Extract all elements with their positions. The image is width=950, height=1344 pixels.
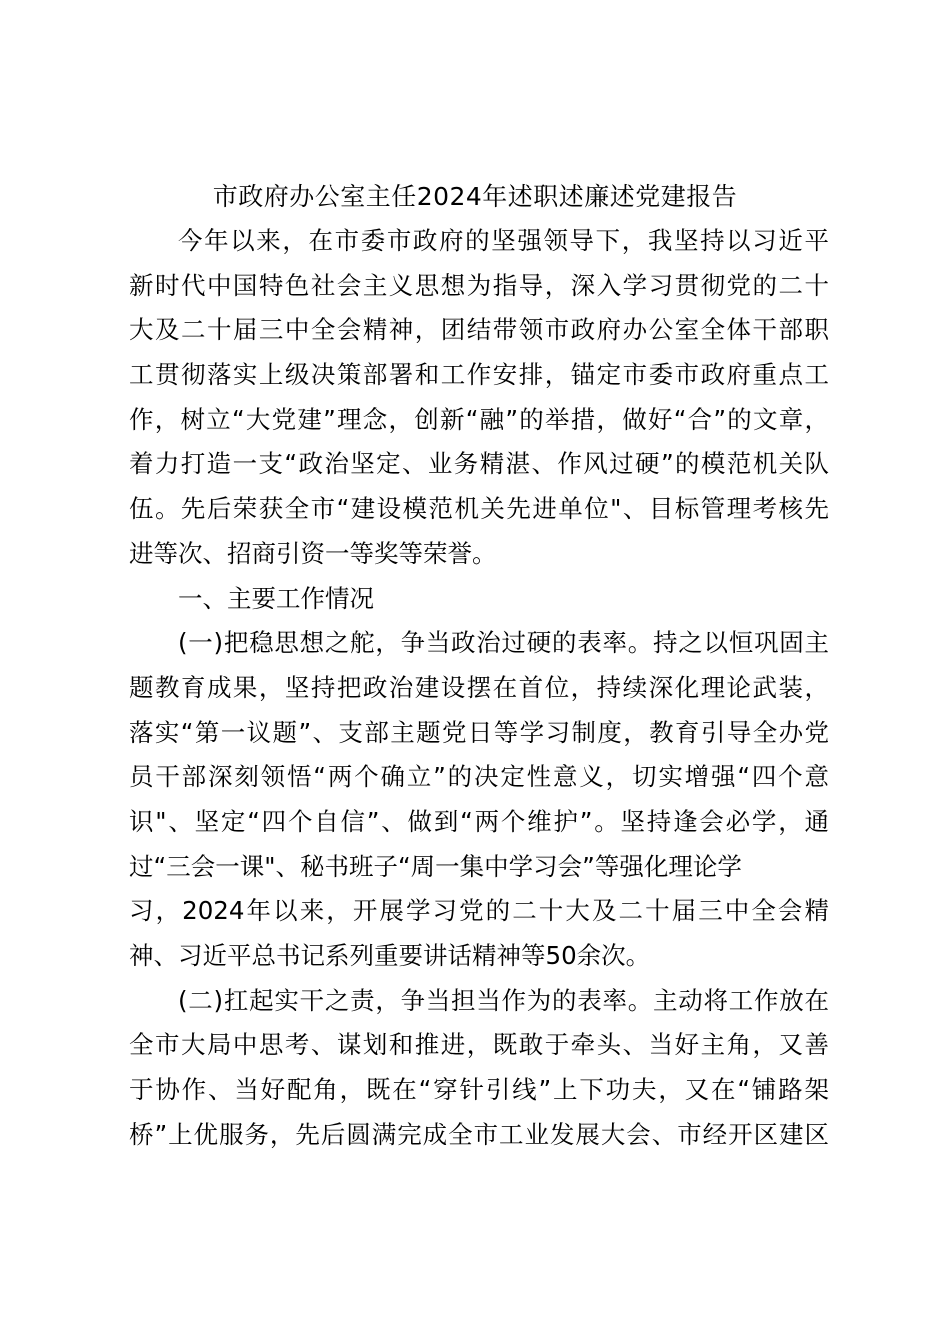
document-body (129, 219, 829, 1157)
paragraph-line: 员干部深刻领悟“两个确立”的决定性意义，切实增强“四个意 (129, 762, 829, 792)
paragraph-line: 作，树立“大党建”理念，创新“融”的举措，做好“合”的文章， (129, 404, 829, 434)
paragraph-line: 识"、坚定“四个自信”、做到“两个维护”。坚持逢会必学，通 (129, 806, 829, 836)
paragraph-line: 伍。先后荣获全市“建设模范机关先进单位"、目标管理考核先 (129, 494, 829, 524)
paragraph-line: 于协作、当好配角，既在“穿针引线”上下功夫，又在“铺路架 (129, 1075, 829, 1105)
paragraph-line: 过“三会一课"、秘书班子“周一集中学习会”等强化理论学 (129, 851, 742, 881)
paragraph-line: 工贯彻落实上级决策部署和工作安排，锚定市委市政府重点工 (129, 360, 829, 390)
paragraph-line: 今年以来，在市委市政府的坚强领导下，我坚持以习近平 (178, 226, 829, 255)
paragraph-line: 神、习近平总书记系列重要讲话精神等50余次。 (129, 941, 651, 970)
paragraph-line: 桥”上优服务，先后圆满完成全市工业发展大会、市经开区建区 (129, 1119, 829, 1149)
paragraph-line: 落实“第一议题”、支部主题党日等学习制度，教育引导全办党 (129, 717, 829, 747)
section-heading: 一、主要工作情况 (178, 583, 374, 613)
paragraph-line: 大及二十届三中全会精神，团结带领市政府办公室全体干部职 (129, 315, 829, 345)
paragraph-line: 全市大局中思考、谋划和推进，既敢于牵头、当好主角，又善 (129, 1030, 829, 1060)
paragraph-line: (二)扛起实干之责，争当担当作为的表率。主动将工作放在 (178, 985, 829, 1015)
paragraph-line: 新时代中国特色社会主义思想为指导，深入学习贯彻党的二十 (129, 270, 829, 300)
paragraph-line: 着力打造一支“政治坚定、业务精湛、作风过硬”的模范机关队 (129, 449, 829, 479)
paragraph-line: (一)把稳思想之舵，争当政治过硬的表率。持之以恒巩固主 (178, 628, 829, 658)
paragraph-line: 进等次、招商引资一等奖等荣誉。 (129, 538, 497, 568)
paragraph-line: 题教育成果，坚持把政治建设摆在首位，持续深化理论武装， (129, 672, 829, 702)
paragraph-line: 习，2024年以来，开展学习党的二十大及二十届三中全会精 (129, 896, 829, 926)
document-title: 市政府办公室主任2024年述职述廉述党建报告 (212, 182, 738, 211)
